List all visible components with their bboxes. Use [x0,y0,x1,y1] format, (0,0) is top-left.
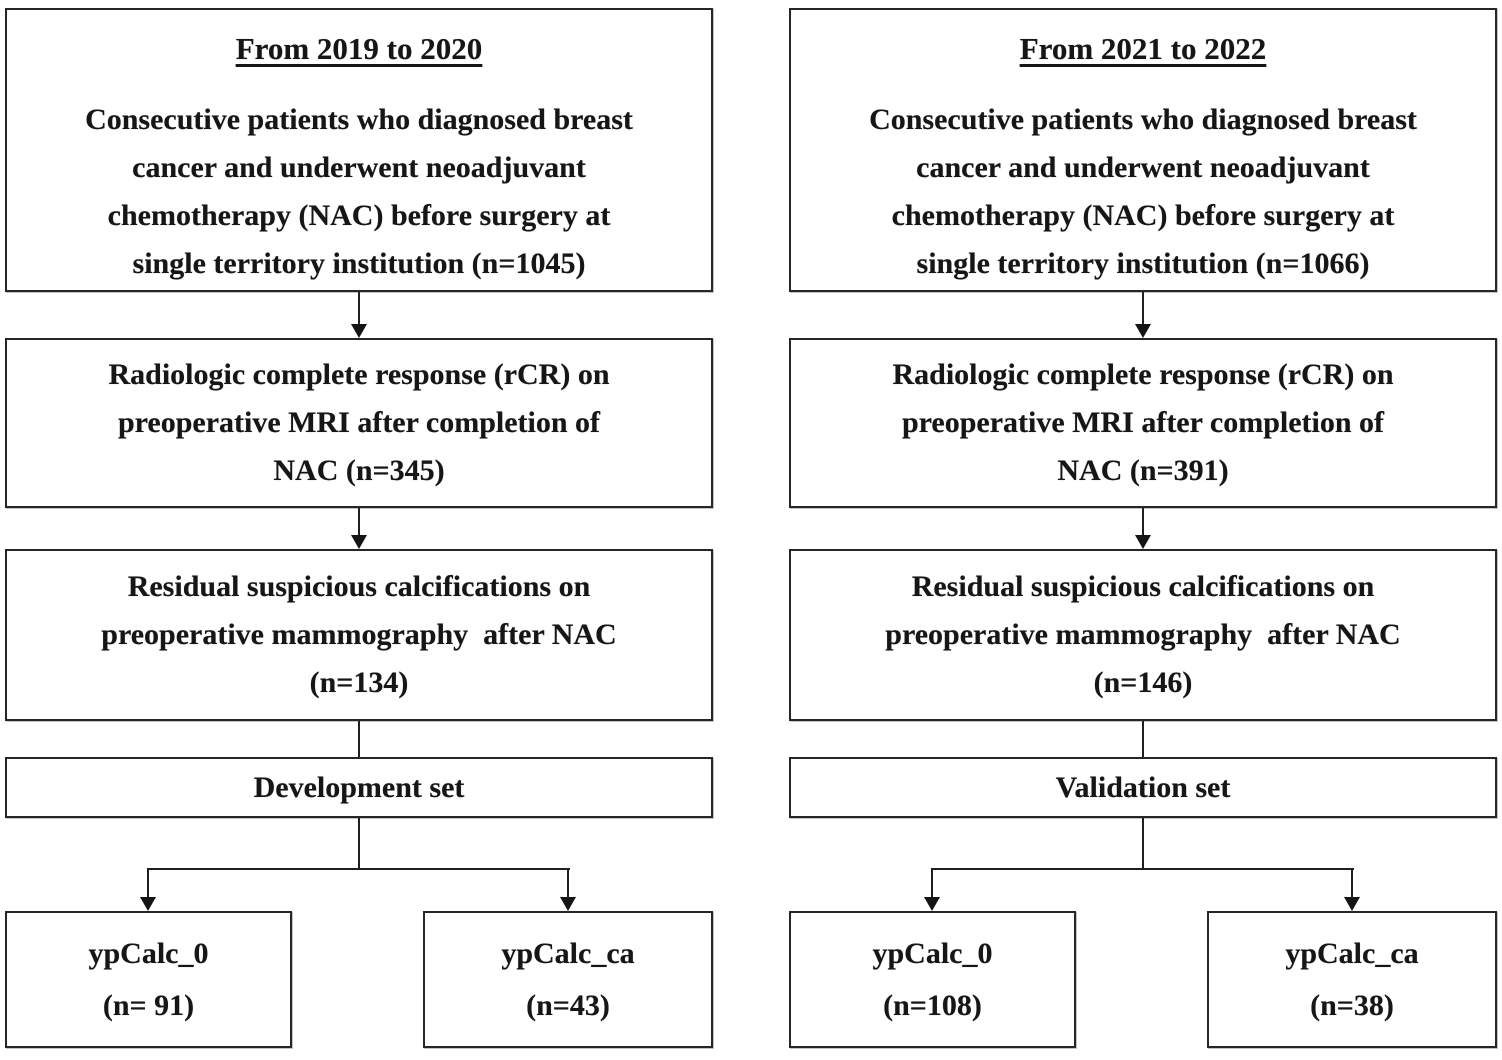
leaf-box-ypcalc0 [5,911,292,1048]
set-label: Validation set [1055,770,1231,804]
leaf-count: (n=108) [883,988,982,1022]
box-text-line: preoperative mammography after NAC [101,618,617,651]
box-text-line: Consecutive patients who diagnosed breast [85,103,633,136]
validation-set-box [789,757,1497,818]
validation-column [789,0,1497,1060]
arrow-down-icon [1135,324,1151,338]
arrow-down-icon [140,897,156,911]
leaf-count: (n= 91) [102,988,195,1022]
arrow-down-icon [1135,535,1151,549]
cohort-box [5,8,713,292]
box-text-line: (n=146) [1093,666,1193,699]
arrow-down-icon [1344,897,1360,911]
flow-arrow-line [1142,292,1144,325]
calcification-box [789,549,1497,721]
box-text-line: Residual suspicious calcifications on [911,570,1375,603]
box-text-line: preoperative MRI after completion of [901,406,1385,439]
box-text-line: Radiologic complete response (rCR) on [108,358,610,391]
box-text-line: chemotherapy (NAC) before surgery at [107,199,611,232]
flow-arrow-line [358,292,360,325]
box-text-line: cancer and underwent neoadjuvant [916,151,1370,184]
box-text-line: cancer and underwent neoadjuvant [132,151,586,184]
leaf-title: ypCalc_0 [88,936,209,970]
box-text-line: Residual suspicious calcifications on [127,570,591,603]
flow-arrow-line [1351,868,1353,898]
flow-arrow-line [931,868,933,898]
box-text-line: Radiologic complete response (rCR) on [892,358,1394,391]
development-column [5,0,713,1060]
box-text-line: chemotherapy (NAC) before surgery at [891,199,1395,232]
development-set-box [5,757,713,818]
leaf-box-ypcalcca [423,911,713,1048]
leaf-title: ypCalc_0 [872,936,993,970]
box-text-line: (n=134) [309,666,409,699]
leaf-count: (n=38) [1310,988,1394,1022]
box-text-line: preoperative mammography after NAC [885,618,1401,651]
branch-horizontal-line [931,868,1354,870]
cohort-box [789,8,1497,292]
leaf-box-ypcalc0 [789,911,1076,1048]
arrow-down-icon [924,897,940,911]
box-text-line: Consecutive patients who diagnosed breast [869,103,1417,136]
calcification-box [5,549,713,721]
box-text-line: NAC (n=391) [1057,454,1229,487]
flow-arrow-line [147,868,149,898]
arrow-down-icon [351,324,367,338]
flow-line [358,721,360,757]
arrow-down-icon [351,535,367,549]
arrow-down-icon [560,897,576,911]
branch-stub-line [358,818,360,870]
box-text-line: single territory institution (n=1045) [132,247,586,280]
leaf-box-ypcalcca [1207,911,1497,1048]
box-text-line: NAC (n=345) [273,454,445,487]
leaf-title: ypCalc_ca [1285,936,1419,970]
box-text-line: preoperative MRI after completion of [117,406,601,439]
flow-arrow-line [567,868,569,898]
leaf-count: (n=43) [526,988,610,1022]
flow-arrow-line [358,508,360,536]
rcr-box [789,338,1497,508]
rcr-box [5,338,713,508]
box-text-line: single territory institution (n=1066) [916,247,1370,280]
set-label: Development set [253,770,465,804]
branch-stub-line [1142,818,1144,870]
period-title: From 2019 to 2020 [235,31,483,66]
leaf-title: ypCalc_ca [501,936,635,970]
branch-horizontal-line [147,868,570,870]
flow-line [1142,721,1144,757]
period-title: From 2021 to 2022 [1019,31,1267,66]
flow-arrow-line [1142,508,1144,536]
